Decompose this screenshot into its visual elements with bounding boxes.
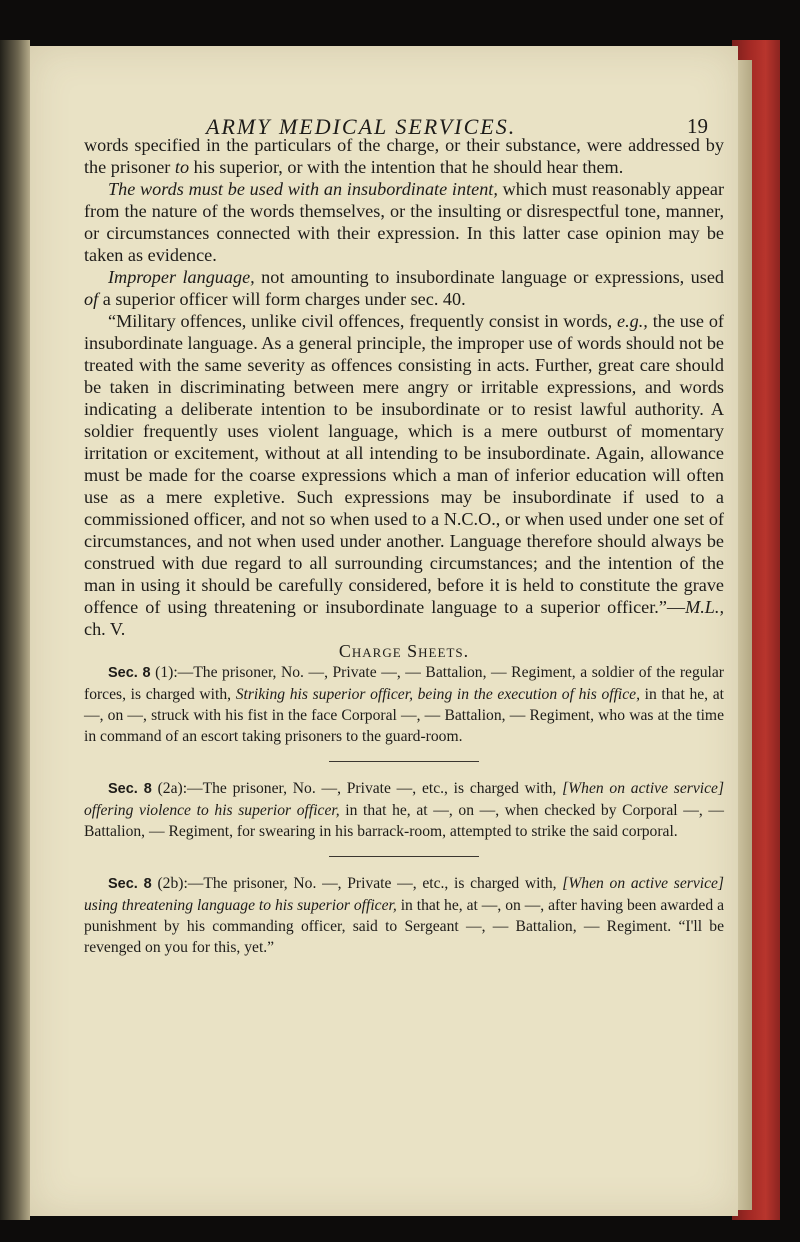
paragraph-3: Improper language, not amounting to insubordinate language or expressions, used of a superior officer will form charges under sec. 40. bbox=[84, 267, 725, 309]
charge-sheet-2: Sec. 8 (2a):—The prisoner, No. —, Private —, etc., is charged with, [When on active service] offering violence to his superior officer, in that he, at —, on —, when checked by Corporal —, — Battalion, — Regiment, for swearing in his barrack-room, attempted to strike the said corporal. bbox=[84, 780, 725, 840]
body-text bbox=[84, 134, 724, 958]
section-title: Charge Sheets. bbox=[338, 641, 470, 661]
divider-rule bbox=[329, 761, 479, 762]
charge-sheet-1: Sec. 8 (1):—The prisoner, No. —, Private —, — Battalion, — Regiment, a soldier of the regular forces, is charged with, Striking his superior officer, being in the execution of his office, in that he, at —, on —, struck with his fist in the face Corporal —, — Battalion, — Regiment, who was at the time in command of an escort taking prisoners to the guard-room. bbox=[84, 664, 725, 745]
paragraph-1: words specified in the particulars of the charge, or their substance, were addressed by the prisoner to his superior, or with the intention that he should hear them. bbox=[84, 135, 724, 177]
book-page bbox=[30, 46, 738, 1216]
running-title: ARMY MEDICAL SERVICES. bbox=[206, 114, 517, 139]
paragraph-4-quotation: “Military offences, unlike civil offences, frequently consist in words, e.g., the use of insubordinate language. As a general principle, the improper use of words should not be treated with the same severity as offences consisting in acts. Further, great care should be taken in discriminating between mere angry or irritable expressions, and words indicating a deliberate intention to be insubordinate or to resist lawful authority. A soldier frequently uses violent language, which is a mere outburst of momentary irritation or excitement, without at all intending to be insubordinate. Again, allowance must be made for the coarse expressions which a man of inferior education will often use as a mere expletive. Such expressions may be insubordinate if used to a commissioned officer, and not so when used to a N.C.O., or when used under one set of circumstances, and not when used under another. Language therefore should always be construed with due regard to all surrounding circumstances; and the intention of the man in using it should be carefully considered, before it is held to constitute the grave offence of using threatening or insubordinate language to a superior officer.”—M.L., ch. V. bbox=[84, 311, 724, 639]
paragraph-2: The words must be used with an insubordinate intent, which must reasonably appear from the nature of the words themselves, or the insulting or disrespectful tone, manner, or circumstances connected with their expression. In this latter case opinion may be taken as evidence. bbox=[84, 179, 725, 265]
page-number: 19 bbox=[687, 114, 708, 138]
divider-rule bbox=[329, 856, 479, 857]
charge-sheet-3: Sec. 8 (2b):—The prisoner, No. —, Private —, etc., is charged with, [When on active service] using threatening language to his superior officer, in that he, at —, on —, after having been awarded a punishment by his commanding officer, said to Sergeant —, — Battalion, — Regiment. “I'll be revenged on you for this, yet.” bbox=[84, 875, 724, 956]
facing-page-edge bbox=[0, 40, 30, 1220]
